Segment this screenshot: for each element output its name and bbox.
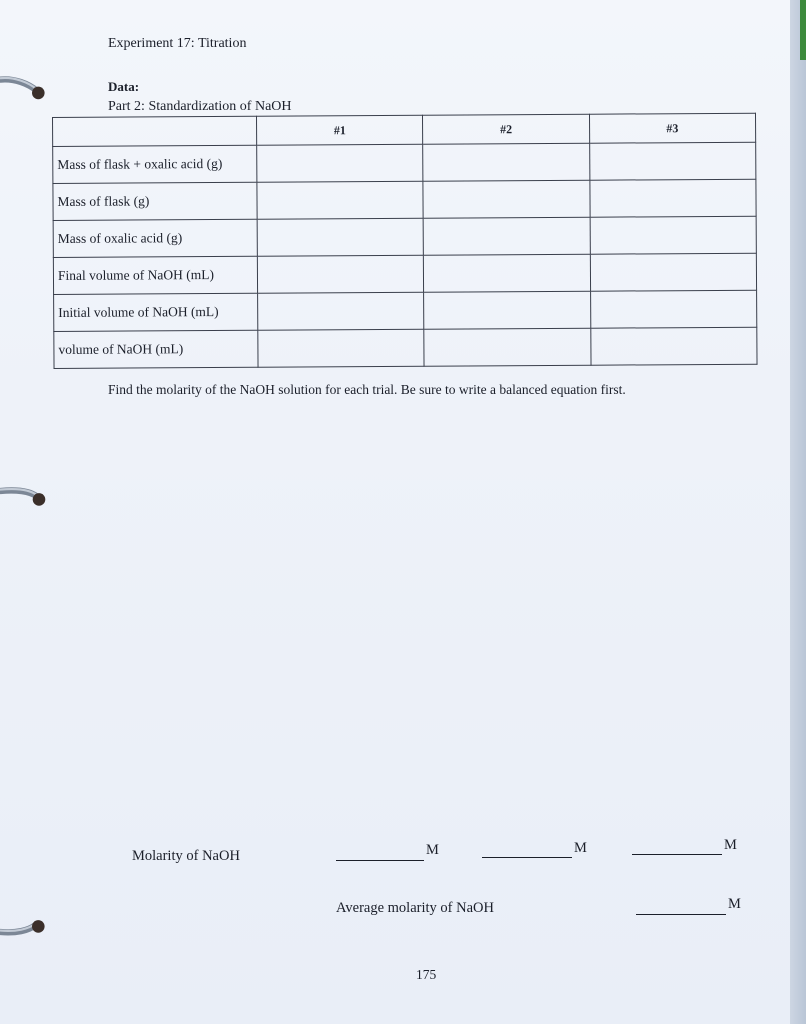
table-row bbox=[53, 142, 756, 183]
data-heading: Data: bbox=[108, 79, 140, 94]
unit-label: M bbox=[574, 840, 587, 856]
molarity-trial-2-blank[interactable] bbox=[482, 857, 572, 858]
molarity-label: Molarity of NaOH bbox=[132, 848, 240, 864]
data-cell[interactable] bbox=[589, 142, 756, 180]
data-cell[interactable] bbox=[590, 216, 757, 254]
data-cell[interactable] bbox=[257, 255, 424, 293]
average-molarity-label: Average molarity of NaOH bbox=[336, 900, 494, 916]
header-trial-2: #2 bbox=[423, 114, 589, 144]
data-cell[interactable] bbox=[590, 327, 757, 365]
data-cell[interactable] bbox=[257, 181, 424, 219]
unit-label: M bbox=[724, 837, 737, 853]
table-row bbox=[54, 290, 757, 331]
binder-ring-icon bbox=[0, 484, 60, 512]
row-label: volume of NaOH (mL) bbox=[54, 330, 258, 368]
data-cell[interactable] bbox=[258, 329, 425, 367]
average-molarity-blank[interactable] bbox=[636, 914, 726, 915]
row-label: Initial volume of NaOH (mL) bbox=[54, 293, 258, 331]
header-trial-1: #1 bbox=[257, 115, 423, 145]
unit-label: M bbox=[426, 842, 439, 858]
binder-ring-icon bbox=[0, 74, 60, 102]
row-label: Final volume of NaOH (mL) bbox=[53, 256, 257, 294]
row-label: Mass of flask (g) bbox=[53, 182, 257, 220]
unit-label: M bbox=[728, 896, 741, 912]
data-cell[interactable] bbox=[590, 290, 757, 328]
molarity-trial-1-blank[interactable] bbox=[336, 860, 424, 861]
header-cell-empty bbox=[53, 116, 257, 146]
molarity-trial-3-blank[interactable] bbox=[632, 854, 722, 855]
data-cell[interactable] bbox=[423, 143, 590, 181]
data-cell[interactable] bbox=[258, 292, 425, 330]
standardization-table bbox=[52, 113, 758, 369]
table-header-row bbox=[53, 113, 756, 146]
table-row bbox=[53, 179, 756, 220]
part-heading: Part 2: Standardization of NaOH bbox=[108, 99, 292, 114]
table-row bbox=[53, 253, 756, 294]
table-row bbox=[54, 327, 757, 368]
data-cell[interactable] bbox=[423, 180, 590, 218]
binder-ring-icon bbox=[0, 918, 60, 946]
header-trial-3: #3 bbox=[589, 113, 756, 143]
data-cell[interactable] bbox=[590, 253, 757, 291]
data-cell[interactable] bbox=[424, 254, 591, 292]
data-cell[interactable] bbox=[590, 179, 757, 217]
row-label: Mass of oxalic acid (g) bbox=[53, 219, 257, 257]
data-cell[interactable] bbox=[257, 144, 424, 182]
page-edge bbox=[790, 0, 806, 1024]
table-row bbox=[53, 216, 756, 257]
page-number: 175 bbox=[416, 967, 437, 982]
row-label: Mass of flask + oxalic acid (g) bbox=[53, 145, 257, 183]
data-cell[interactable] bbox=[424, 217, 591, 255]
data-cell[interactable] bbox=[424, 291, 591, 329]
data-cell[interactable] bbox=[257, 218, 424, 256]
instructions-text: Find the molarity of the NaOH solution for each trial. Be sure to write a balanced equation first. bbox=[108, 382, 626, 397]
experiment-title: Experiment 17: Titration bbox=[108, 36, 247, 51]
data-cell[interactable] bbox=[424, 328, 591, 366]
